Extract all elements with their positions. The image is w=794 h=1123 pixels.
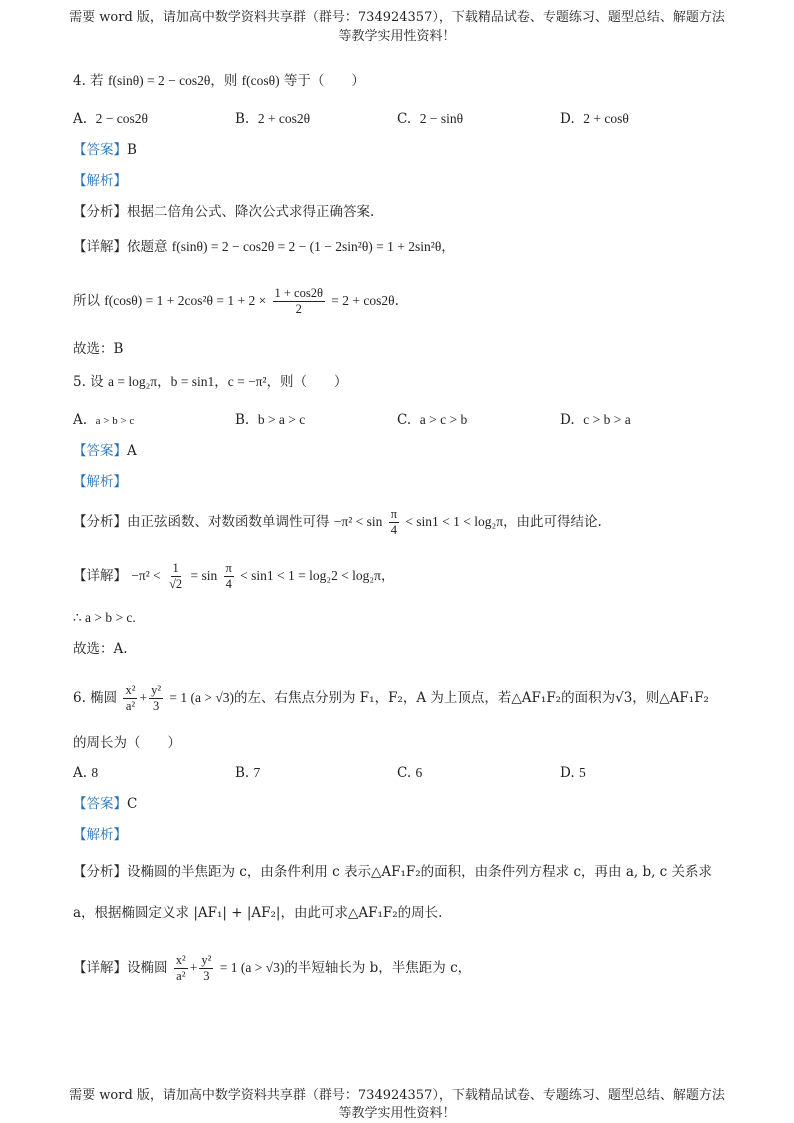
- q4-detail-line2: 所以 f(cosθ) = 1 + 2cos²θ = 1 + 2 × $\frac{1 + \cos 2\theta}{2}$ = 2 + cos2θ.: [73, 286, 399, 316]
- q4-stem: [73, 71, 365, 91]
- q4-fenxi: 【分析】根据二倍角公式、降次公式求得正确答案.: [73, 204, 375, 220]
- q5-detail: 【详解】 −π² < $\frac{1}{√2}$ = sin $\frac{\pi}{4}$ < sin1 < 1 = log₂2 < log₂π，: [73, 561, 395, 591]
- q5-option-b: B. b > a > c: [235, 412, 306, 428]
- q6-option-b: B. 7: [235, 765, 261, 781]
- q5-option-c: C. a > c > b: [397, 412, 468, 428]
- q4-analysis: [73, 171, 127, 191]
- q4-fraction: $\frac{1 + \cos 2\theta}{2}$: [274, 286, 323, 316]
- q4-option-d: D. 2 + cosθ: [560, 111, 629, 127]
- q6-option-d: D. 5: [560, 765, 586, 781]
- q6-stem: 6. 椭圆 $\frac{\text{x²}}{\text{a²}}$ + $\frac{\text{y²}}{3}$ = 1 (a > √3)的左、右焦点分别为 F₁，F₂，A 为上顶点，若△AF₁F₂的面积为√3，则△AF₁F₂: [73, 683, 709, 713]
- q6-analysis: 【解析】: [73, 827, 127, 843]
- q5-fenxi: 【分析】由正弦函数、对数函数单调性可得 −π² < sin $\frac{\pi}{4}$ < sin1 < 1 < log₂π，由此可得结论.: [73, 507, 602, 537]
- q6-stem-line2: 的周长为（ ）: [73, 735, 181, 751]
- q6-answer: 【答案】C: [73, 796, 138, 812]
- q6-fenxi-line2: a，根据椭圆定义求 |AF₁| + |AF₂|，由此可求△AF₁F₂的周长.: [73, 905, 443, 921]
- header-line-1: 需要 word 版，请加高中数学资料共享群（群号：734924357），下载精品试卷、专题练习、题型总结、解题方法: [69, 10, 725, 25]
- q5-option-a: A. a > b > c: [73, 412, 135, 428]
- q5-option-d: D. c > b > a: [560, 412, 631, 428]
- q6-option-a: A. 8: [73, 765, 99, 781]
- analysis-tag: 【解析】: [73, 173, 127, 189]
- q5-answer: 【答案】A: [73, 443, 137, 459]
- header-line-2: 等教学实用性资料！: [338, 29, 456, 44]
- q4-option-c: C. 2 − sinθ: [397, 111, 464, 127]
- q4-choice: 故选：B: [73, 341, 124, 357]
- q6-option-c: C. 6: [397, 765, 423, 781]
- q6-fenxi-line1: 【分析】设椭圆的半焦距为 c，由条件利用 c 表示△AF₁F₂的面积，由条件列方程求 c，再由 a, b, c 关系求: [73, 864, 713, 880]
- q4-stem-eq1: f(sinθ) = 2 − cos2θ: [107, 73, 211, 88]
- q4-stem-suffix: 等于（ ）: [283, 73, 365, 89]
- q4-stem-prefix: 4. 若: [73, 73, 104, 89]
- q5-choice: 故选：A.: [73, 641, 128, 657]
- q5-stem: 5. 设 a = log₂π，b = sin1，c = −π²，则（ ）: [73, 374, 348, 390]
- footer-line-1: 需要 word 版，请加高中数学资料共享群（群号：734924357），下载精品试卷、专题练习、题型总结、解题方法: [69, 1088, 725, 1103]
- q6-detail: 【详解】设椭圆 $\frac{\text{x²}}{\text{a²}}$ + $\frac{\text{y²}}{3}$ = 1 (a > √3)的半短轴长为 b，半焦距为 c，: [73, 953, 472, 983]
- q4-stem-eq2: f(cosθ): [241, 73, 280, 88]
- q4-detail: 【详解】依题意 f(sinθ) = 2 − cos2θ = 2 − (1 − 2sin²θ) = 1 + 2sin²θ，: [73, 239, 455, 255]
- answer-tag: 【答案】: [73, 142, 127, 158]
- q4-option-b: B. 2 + cos2θ: [235, 111, 311, 127]
- footer-line-2: 等教学实用性资料！: [338, 1106, 456, 1121]
- q5-conclusion: ∴ a > b > c.: [73, 610, 136, 625]
- q4-answer: 【答案】B: [73, 142, 137, 158]
- q5-analysis: 【解析】: [73, 474, 127, 490]
- q4-stem-mid: ，则: [210, 73, 238, 89]
- q4-option-a: A. 2 − cos2θ: [73, 111, 148, 127]
